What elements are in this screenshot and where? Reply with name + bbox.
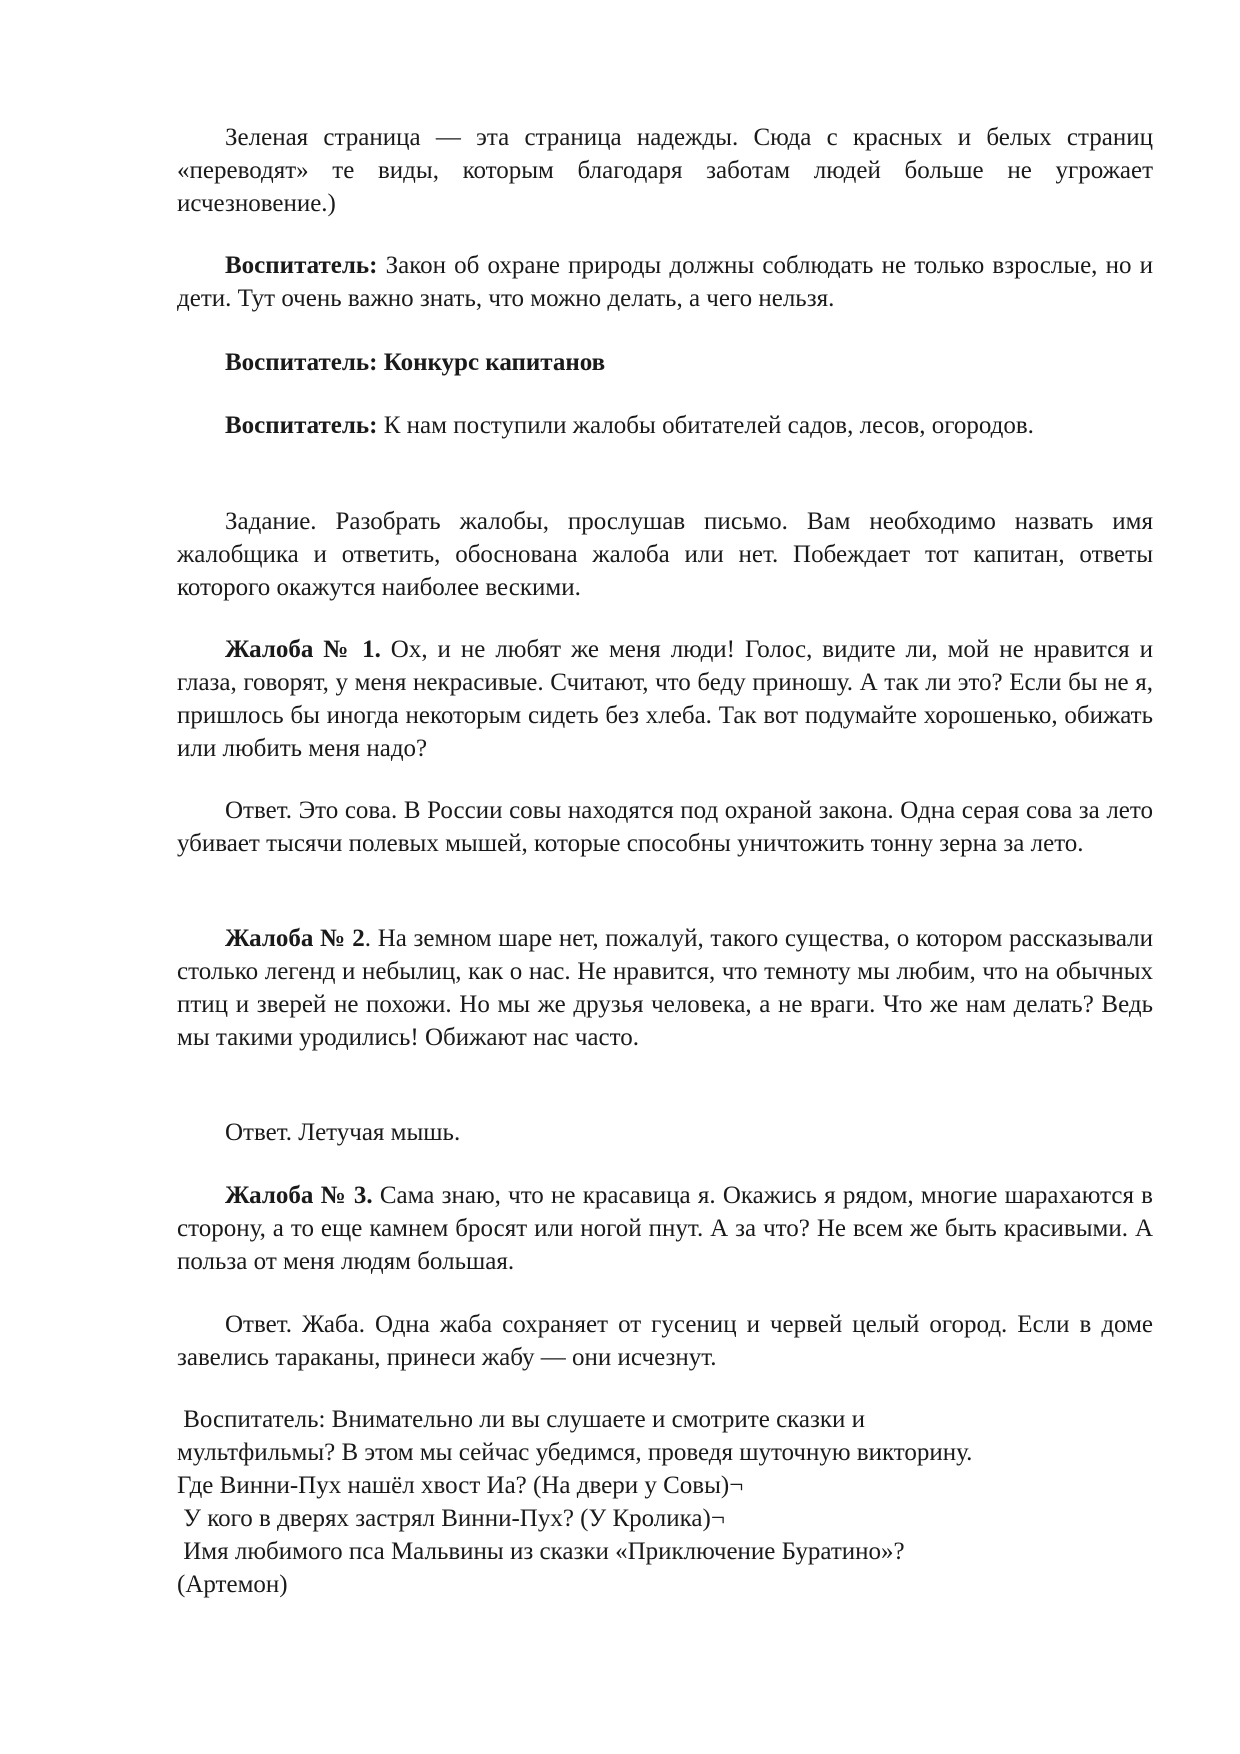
paragraph-complaint-3: [177, 1179, 1153, 1278]
quiz-line: мультфильмы? В этом мы сейчас убедимся, проведя шуточную викторину.: [177, 1439, 973, 1466]
paragraph-answer-3: [177, 1308, 1153, 1374]
complaint-label: Жалоба № 3.: [225, 1182, 373, 1209]
quiz-section: [177, 1403, 1153, 1601]
quiz-line: Воспитатель: Внимательно ли вы слушаете и смотрите сказки и: [177, 1406, 866, 1433]
quiz-line: (Артемон): [177, 1571, 288, 1598]
speaker-label: Воспитатель:: [225, 412, 378, 439]
paragraph-green-page: [177, 121, 1153, 220]
paragraph-text: К нам поступили жалобы обитателей садов, лесов, огородов.: [377, 412, 1034, 439]
speaker-label: Воспитатель:: [225, 252, 378, 279]
quiz-line: Имя любимого пса Мальвины из сказки «Приключение Буратино»?: [177, 1538, 905, 1565]
paragraph-text: Закон об охране природы должны соблюдать не только взрослые, но и дети. Тут очень важно знать, что можно делать, а чего нельзя.: [177, 252, 1153, 312]
paragraph-complaint-2: [177, 922, 1153, 1054]
paragraph-complaint-1: [177, 633, 1153, 765]
paragraph-text: Ответ. Это сова. В России совы находятся под охраной закона. Одна серая сова за лето убивает тысячи полевых мышей, которые способны уничтожить тонну зерна за лето.: [177, 797, 1153, 857]
paragraph-text: Ответ. Жаба. Одна жаба сохраняет от гусениц и червей целый огород. Если в доме завелись тараканы, принеси жабу — они исчезнут.: [177, 1311, 1153, 1371]
paragraph-text: Зеленая страница — эта страница надежды. Сюда с красных и белых страниц «переводят» те виды, которым благодаря заботам людей больше не угрожает исчезновение.): [177, 124, 1153, 217]
complaint-label: Жалоба № 1.: [225, 636, 381, 663]
paragraph-text: Сама знаю, что не красавица я. Окажись я рядом, многие шарахаются в сторону, а то еще камнем бросят или ногой пнут. А за что? Не всем же быть красивыми. А польза от меня людям большая.: [177, 1182, 1153, 1275]
heading-captains-contest: [177, 346, 1153, 379]
paragraph-law: [177, 249, 1153, 315]
complaint-label: Жалоба № 2: [225, 925, 365, 952]
quiz-line: Где Винни-Пух нашёл хвост Иа? (На двери у Совы)¬: [177, 1472, 744, 1499]
paragraph-task: [177, 505, 1153, 604]
speaker-label: Воспитатель: Конкурс капитанов: [225, 349, 606, 376]
paragraph-text: Задание. Разобрать жалобы, прослушав письмо. Вам необходимо назвать имя жалобщика и ответить, обоснована жалоба или нет. Побеждает тот капитан, ответы которого окажутся наиболее вескими.: [177, 508, 1153, 601]
paragraph-answer-1: [177, 794, 1153, 860]
paragraph-answer-2: [177, 1116, 1153, 1149]
paragraph-text: . На земном шаре нет, пожалуй, такого существа, о котором рассказывали столько легенд и небылиц, как о нас. Не нравится, что темноту мы любим, что на обычных птиц и зверей не похожи. Но мы же друзья человека, а не враги. Что же нам делать? Ведь мы такими уродились! Обижают нас часто.: [177, 925, 1154, 1051]
paragraph-text: Ох, и не любят же меня люди! Голос, видите ли, мой не нравится и глаза, говорят, у меня некрасивые. Считают, что беду приношу. А так ли это? Если бы не я, пришлось бы иногда некоторым сидеть без хлеба. Так вот подумайте хорошенько, обижать или любить меня надо?: [177, 636, 1154, 762]
paragraph-text: Ответ. Летучая мышь.: [225, 1119, 461, 1146]
paragraph-complaints-intro: [177, 409, 1153, 442]
quiz-line: У кого в дверях застрял Винни-Пух? (У Кролика)¬: [177, 1505, 725, 1532]
